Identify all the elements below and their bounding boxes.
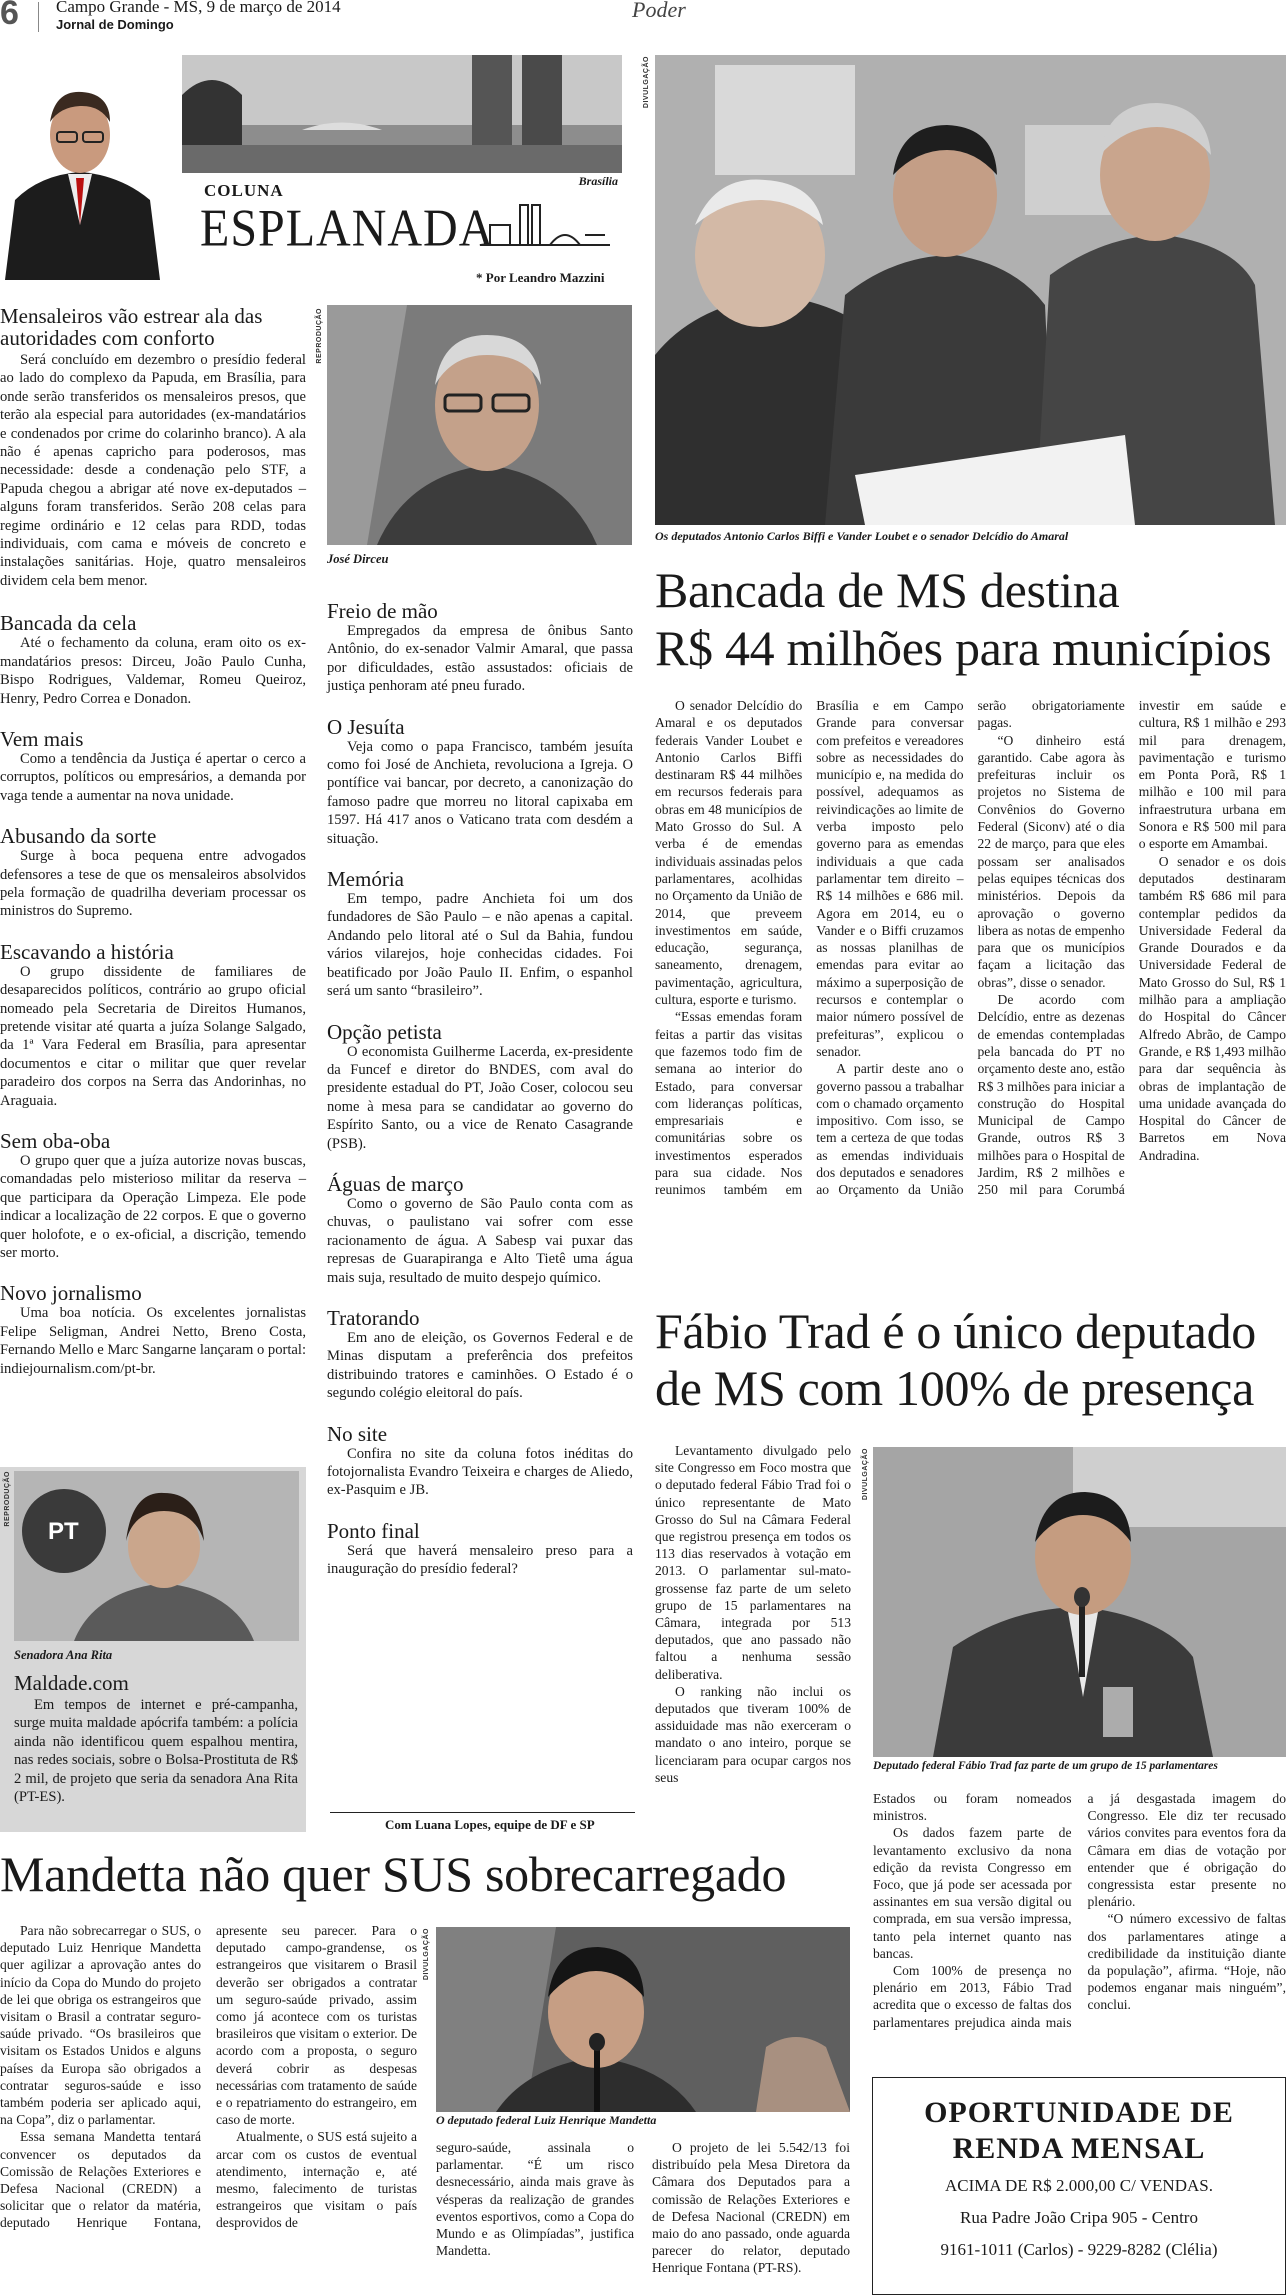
photo-location: Brasília <box>578 174 618 188</box>
note-title: Tratorando <box>327 1305 420 1330</box>
note-title: Memória <box>327 867 404 892</box>
note-body: O economista Guilherme Lacerda, ex-presidente da Funcef e diretor do BNDES, com aval do presidente estadual do PT, João Coser, colocou seu nome à mesa para se candidatar ao governo do Espírito Santo, ou a vice de Renato Casagrande (PSB). <box>327 1043 633 1152</box>
ana-rita-photo <box>14 1471 299 1641</box>
trad-paragraph: Estados ou foram nomeados ministros. <box>873 1791 1072 1824</box>
column-name: ESPLANADA <box>200 199 495 258</box>
column-note <box>0 1130 306 1262</box>
column-right-notes <box>327 600 633 1579</box>
note-body: Em tempo, padre Anchieta foi um dos fundadores de São Paulo – e não apenas a capital. Andando pelo litoral até o Sul da Bahia, fundou vários vilarejos, hoje conhecidas cidades. Foi beatificado por João Paulo II. Enfim, o espanhol será um santo “brasileiro”. <box>327 891 633 1000</box>
column-note <box>327 600 633 696</box>
column-note <box>0 305 306 590</box>
note-body: O grupo quer que a juíza autorize novas buscas, comandadas pelo misterioso militar da reserva – que participara da Operação Limpeza. Ele pode indicar a localização de 22 corpos. E que o governo quer holofote, e o ex-oficial, a discrição, temendo ser morto. <box>0 1153 306 1262</box>
ad-line-3: ACIMA DE R$ 2.000,00 C/ VENDAS. <box>945 2176 1213 2195</box>
note-title: Vem mais <box>0 726 84 751</box>
column-left-notes <box>0 305 306 1378</box>
maldade-box <box>0 1467 306 1832</box>
column-note <box>327 1423 633 1500</box>
bancada-paragraph: O senador Delcídio do Amaral e os deputados federais Vander Loubet e Antonio Carlos Biffi destinaram R$ 44 milhões em recursos federais para obras em 48 municípios de Mato Grosso do Sul. A verba é de emendas individuais assinadas pelos parlamentares, acolhidas no Orçamento da União de 2014, que preveem investimentos em saúde, educação, segurança, saneamento, drenagem, pavimentação, agricultura, cultura, esporte e turismo. <box>655 698 803 1008</box>
trad-paragraph: O ranking não inclui os deputados que tiveram 100% de assiduidade mas não exerceram o mandato o ano inteiro, porque se licenciaram para ocupar cargos nos seus <box>655 1683 851 1785</box>
note-body: Será concluído em dezembro o presídio federal ao lado do complexo da Papuda, em Brasília, para onde serão transferidos os mensaleiros presos, que terão ala especial para autoridades (ex-mandatários e condenados por crime do colarinho branco). A ala não é apenas capricho para poderosos, mas necessidade: desde a condenação pelo STF, a Papuda chegou a abrigar até nove ex-deputados – alguns foram transferidos. Serão 208 celas para regime ordinário e 12 celas para RDD, todas individuais, com cama e móveis de concreto e instalações sanitárias. Hoje, quatro mensaleiros dividem cela bem menor. <box>0 352 306 589</box>
mandetta-body-bottom <box>436 2139 850 2294</box>
column-note <box>0 612 306 708</box>
dateline: Campo Grande - MS, 9 de março de 2014 <box>56 0 341 16</box>
bancada-paragraph: “O dinheiro está garantido. Cabe agora às prefeituras incluir os projetos no Sistema de Convênios do Governo Federal (Siconv) até o dia 22 de março, para que eles possam ser analisados pelas equipes técnicas dos ministérios. Depois da aprovação o governo libera as notas de empenho para que os municípios façam a licitação das obras”, disse o senador. <box>977 732 1125 990</box>
section-name: Poder <box>632 0 686 22</box>
note-body: Surge à boca pequena entre advogados defensores a tese de que os mensaleiros absolvidos pela formação de quadrilha deveriam processar os ministros do Supremo. <box>0 848 306 920</box>
congress-sketch-icon <box>480 195 610 255</box>
note-body: Como a tendência da Justiça é apertar o cerco a corruptos, políticos ou empresários, a demanda por vaga tende a aumentar na nova unidade. <box>0 750 306 804</box>
maldade-body: Em tempos de internet e pré-campanha, surge muita maldade apócrifa também: a polícia ainda não identificou quem espalhou mentira, nas redes sociais, sobre o Bolsa-Prostituta de R$ 2 mil, de projeto que seria da senadora Ana Rita (PT-ES). <box>14 1697 298 1806</box>
classified-ad <box>872 2077 1286 2295</box>
column-note <box>327 1173 633 1287</box>
column-note <box>0 728 306 805</box>
note-title: Novo jornalismo <box>0 1281 142 1306</box>
column-label: COLUNA <box>204 181 284 200</box>
maldade-text <box>14 1696 298 1806</box>
note-body: Até o fechamento da coluna, eram oito os ex-mandatários presos: Dirceu, João Paulo Cunha, Bispo Rodrigues, Valdemar, Romeu Queiroz, Henry, Pedro Correa e Donadon. <box>0 635 306 707</box>
columnist-photo <box>0 50 165 280</box>
trad-paragraph: Com 100% de presença no plenário em 2013, Fábio Trad acredita que o excesso de faltas dos parlamentares prejudica ainda mais a já desgastada imagem do Congresso. Ele diz ter recusado vários convites para eventos fora da Câmara em dias de votação por entender que é obrigação do congressista estar presente no plenário. <box>873 1791 1286 2030</box>
mandetta-caption: O deputado federal Luiz Henrique Mandetta <box>436 2113 657 2127</box>
bancada-body <box>655 697 1286 1287</box>
note-body: Em ano de eleição, os Governos Federal e de Minas disputam a preferência dos prefeitos distribuindo tratores e caminhões. O Estado é o segundo colégio eleitoral do país. <box>327 1329 633 1402</box>
note-title: Sem oba-oba <box>0 1129 111 1153</box>
bancada-paragraph: O senador e os dois deputados destinaram também R$ 686 mil para contemplar pedidos da Universidade Federal da Grande Dourados e da Universidade Federal de Mato Grosso do Sul, R$ 1 milhão para a ampliação do Hospital do Câncer Alfredo Abrão, de Campo Grande, e R$ 1,493 milhão para dar sequência às obras de implantação de uma unidade avançada do Hospital do Câncer de Barretos em Nova Andradina. <box>1138 853 1286 1163</box>
brasilia-photo <box>182 55 622 188</box>
note-title: Ponto final <box>327 1518 420 1543</box>
trad-photo <box>873 1447 1286 1757</box>
photo-credit: DIVULGAÇÃO <box>423 1928 430 1981</box>
note-body: Uma boa notícia. Os excelentes jornalistas Felipe Seligman, Andrei Netto, Breno Costa, Fernando Mello e Marc Sangarne lançaram o portal: indiejournalism.com/pt-br. <box>0 1305 306 1377</box>
trad-body-bottom <box>873 1790 1286 2090</box>
column-byline: * Por Leandro Mazzini <box>476 270 605 285</box>
page-number: 6 <box>0 0 19 32</box>
trad-caption: Deputado federal Fábio Trad faz parte de um grupo de 15 parlamentares <box>873 1760 1218 1772</box>
columnist-portrait <box>0 50 165 280</box>
trad-body-top <box>655 1442 851 1837</box>
column-note <box>327 1021 633 1153</box>
note-body: O grupo dissidente de familiares de desaparecidos políticos, contrário ao grupo oficial nomeado pela Secretaria de Direitos Humanos, pretende visitar até quarta a juíza Solange Salgado, da 1ª Vara Federal em Brasília, para apresentar documentos e citar o militar que quer revelar paradeiro dos corpos na Serra das Andorinhas, no Araguaia. <box>0 963 306 1109</box>
ad-line-5: 9161-1011 (Carlos) - 9229-8282 (Clélia) <box>940 2240 1218 2259</box>
page-header <box>0 0 1286 38</box>
note-title: Abusando da sorte <box>0 824 157 849</box>
note-title: No site <box>327 1421 388 1446</box>
ad-line-2: RENDA MENSAL <box>952 2132 1206 2165</box>
header-divider <box>38 2 39 32</box>
ad-line-1: OPORTUNIDADE DE <box>924 2096 1234 2129</box>
note-body: Veja como o papa Francisco, também jesuíta como foi José de Anchieta, revoluciona a Igreja. O pontífice vai bancar, por decreto, a canonização do famoso padre que morreu no litoral capixaba em 1597. Há 417 anos o Vaticano trata com desdém a situação. <box>327 738 633 847</box>
photo-credit: REPRODUÇÃO <box>4 1471 11 1527</box>
bancada-headline-line2: R$ 44 milhões para municípios <box>655 620 1272 676</box>
mandetta-photo <box>436 1927 850 2112</box>
bancada-headline-line1: Bancada de MS destina <box>655 562 1120 618</box>
note-body: Será que haverá mensaleiro preso para a inauguração do presídio federal? <box>327 1542 633 1578</box>
note-body: Empregados da empresa de ônibus Santo Antônio, do ex-senador Valmir Amaral, que passa por dificuldades, estão assustados: oficiais de justiça penhoram até pneu furado. <box>327 623 633 695</box>
column-end-rule <box>330 1812 635 1813</box>
note-title: Bancada da cela <box>0 611 137 636</box>
trad-headline-line1: Fábio Trad é o único deputado <box>655 1303 1256 1359</box>
bancada-paragraph: De acordo com Delcídio, entre as dezenas de emendas contempladas pela bancada do PT no orçamento deste ano, estão R$ 3 milhões para iniciar a construção do Hospital Municipal de Campo Grande, outros R$ 3 milhões para o Hospital de Jardim, R$ 2 milhões e 250 mil para Corumbá investir em saúde e cultura, R$ 1 milhão e 293 mil para drenagem, pavimentação e turismo em Ponta Porã, R$ 1 milhão e 100 mil para infraestrutura urbana em Sonora e R$ 500 mil para o esporte em Amambai. <box>977 698 1286 1198</box>
mandetta-paragraph: seguro-saúde, assinala o parlamentar. “É um risco desnecessário, ainda mais grave às vésperas da realização de grandes eventos esportivos, como a Copa do Mundo e as Olimpíadas”, justifica Mandetta. <box>436 2140 634 2259</box>
mandetta-body-left <box>0 1922 417 2294</box>
note-body: Confira no site da coluna fotos inéditas do fotojornalista Evandro Teixeira e charges de Aliedo, ex-Pasquim e JB. <box>327 1445 633 1499</box>
note-body: Como o governo de São Paulo conta com as chuvas, o paulistano vai sofrer com esse racionamento de água. A Sabesp vai puxar das represas de Guarapiranga e Alto Tietê uma água mais suja, resultado de muito despejo químico. <box>327 1195 633 1286</box>
note-title: Mensaleiros vão estrear ala das autoridades com conforto <box>0 304 263 350</box>
photo-credit: DIVULGAÇÃO <box>862 1448 869 1501</box>
column-note <box>0 825 306 921</box>
note-title: Freio de mão <box>327 599 438 623</box>
mandetta-paragraph: Para não sobrecarregar o SUS, o deputado Luiz Henrique Mandetta quer agilizar a aprovação antes do início da Copa do Mundo do projeto de lei que obriga os estrangeiros que visitam o Brasil a contratar seguro-saúde privado. “Os brasileiros que visitam os Estados Unidos e alguns países da Europa são obrigados a contratar seguros-saúde e isso também poderia ser aplicado aqui, na Copa”, diz o parlamentar. <box>0 1923 201 2128</box>
ana-rita-caption: Senadora Ana Rita <box>14 1648 113 1662</box>
column-note <box>327 868 633 1000</box>
column-note <box>0 941 306 1110</box>
column-note <box>327 1307 633 1403</box>
trad-paragraph: “O número excessivo de faltas dos parlamentares atinge a credibilidade da instituição diante da população”, afirma. “Hoje, não podemos enganar mais ninguém”, conclui. <box>1087 1911 1286 2013</box>
bancada-paragraph: A partir deste ano o governo passou a trabalhar com o chamado orçamento impositivo. Com isso, se tem a certeza de que todas as emendas individuais dos deputados e senadores ao Orçamento da União serão obrigatoriamente pagas. <box>816 698 1125 1198</box>
mandetta-paragraph: Essa semana Mandetta tentará convencer os deputados da Comissão de Relações Exteriores e Defesa Nacional (CREDN) a solicitar que o relator da matéria, deputado Henrique Fontana, apresente seu parecer. Para o deputado campo-grandense, os estrangeiros que visitarem o Brasil deverão ser obrigados a contratar um seguro-saúde privado, assim como já acontece com os turistas brasileiros que visitam o exterior. De acordo com a proposta, o seguro deverá cobrir as despesas necessárias com tratamento de saúde e o repatriamento do estrangeiro, em caso de morte. <box>0 1923 417 2231</box>
ad-line-4: Rua Padre João Cripa 905 - Centro <box>960 2208 1198 2227</box>
trad-headline-line2: de MS com 100% de presença <box>655 1360 1254 1416</box>
bancada-caption: Os deputados Antonio Carlos Biffi e Vander Loubet e o senador Delcídio do Amaral <box>655 529 1069 543</box>
note-title: Escavando a história <box>0 939 174 964</box>
bancada-photo <box>655 55 1286 525</box>
note-title: Águas de março <box>327 1171 464 1196</box>
bancada-paragraph: “Essas emendas foram feitas a partir das visitas que fazemos todo fim de semana ao interior do Estado, para conversar com lideranças políticas, empresariais e comunitárias sobre os investimentos esperados para sua cidade. Nos reunimos também em Brasília e em Campo Grande para conversar com prefeitos e vereadores sobre as necessidades do município e, na medida do possível, adequamos as reivindicações ao limite de verba imposto pelo governo para as emendas individuais a que cada parlamentar tem direito – R$ 14 milhões e 686 mil. Agora em 2014, eu o Vander e o Biffi cruzamos as nossas planilhas de emendas para evitar ao máximo a superposição de recursos e contemplar o maior número possível de prefeituras”, explicou o senador. <box>655 698 964 1198</box>
note-title: Opção petista <box>327 1019 442 1044</box>
svg-text:PT: PT <box>48 1518 79 1545</box>
column-end-credit: Com Luana Lopes, equipe de DF e SP <box>385 1817 595 1832</box>
publication-name: Jornal de Domingo <box>56 17 174 32</box>
mandetta-paragraph: Atualmente, o SUS está sujeito a arcar com os custos de eventual atendimento, internação e, até mesmo, falecimento de turistas estrangeiros que visitam o país desprovidos de <box>216 2129 417 2231</box>
mandetta-paragraph: O projeto de lei 5.542/13 foi distribuído pela Mesa Diretora da Câmara dos Deputados para a comissão de Relações Exteriores e de Defesa Nacional (CREDN) em maio do ano passado, onde aguarda parecer do relator, deputado Henrique Fontana (PT-RS). <box>652 2140 850 2276</box>
photo-credit: DIVULGAÇÃO <box>643 56 650 109</box>
mandetta-headline: Mandetta não quer SUS sobrecarregado <box>0 1846 787 1902</box>
note-title: O Jesuíta <box>327 714 405 739</box>
trad-paragraph: Os dados fazem parte de levantamento exclusivo da nona edição da revista Congresso em Foco, que já pode ser acessada por assinantes em sua versão digital ou comprada, em sua versão impressa, tanto pela internet quanto nas bancas. <box>873 1825 1072 1961</box>
dirceu-photo <box>327 305 632 545</box>
maldade-title: Maldade.com <box>14 1671 129 1695</box>
column-note <box>327 1520 633 1579</box>
trad-paragraph: Levantamento divulgado pelo site Congresso em Foco mostra que o deputado federal Fábio Trad foi o único representante de Mato Grosso do Sul na Câmara Federal que registrou presença em todos os 113 dias reservados à votação em 2013. O parlamentar sul-mato-grossense faz parte de um seleto grupo de 15 parlamentares na Câmara, integrada por 513 deputados, que ano passado não faltou a nenhuma sessão deliberativa. <box>655 1443 851 1682</box>
dirceu-caption: José Dirceu <box>327 552 389 566</box>
column-note <box>327 716 633 848</box>
column-note <box>0 1282 306 1378</box>
photo-credit: REPRODUÇÃO <box>316 308 323 364</box>
